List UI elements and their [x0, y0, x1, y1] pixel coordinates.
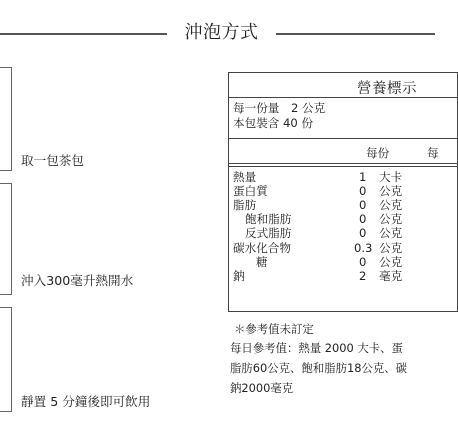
nutrition-divider [229, 138, 457, 139]
footnote-line-3: 脂肪60公克、飽和脂肪18公克、碳 [230, 361, 408, 375]
nutrition-divider [229, 163, 457, 164]
title-rule-left [0, 33, 167, 35]
step-3-image-frame [0, 307, 12, 412]
nutrition-row [229, 212, 457, 226]
nutrient-value: 0 [359, 184, 367, 199]
nutrient-name: 碳水化合物 [233, 240, 291, 255]
footnote-line-2: 每日參考值：熱量 2000 大卡、蛋 [230, 341, 403, 355]
nutrient-unit: 公克 [379, 254, 403, 269]
nutrient-unit: 公克 [379, 198, 403, 213]
nutrition-table [228, 72, 458, 312]
nutrient-name: 飽和脂肪 [245, 212, 292, 227]
nutrient-name: 蛋白質 [233, 184, 268, 199]
nutrient-name: 脂肪 [233, 198, 257, 213]
nutrition-row [229, 170, 457, 184]
nutrient-unit: 公克 [379, 240, 403, 255]
step-1-label: 取一包茶包 [21, 153, 84, 168]
nutrient-value: 1 [359, 170, 367, 184]
step-2-image-frame [0, 183, 12, 295]
footnote-line-4: 鈉2000毫克 [230, 381, 294, 395]
nutrient-value: 0 [359, 226, 367, 241]
serving-size: 每一份量 2 公克 [233, 101, 326, 115]
column-header-per-100g: 每 [427, 146, 439, 160]
nutrient-unit: 大卡 [379, 170, 403, 184]
nutrition-row [229, 184, 457, 198]
nutrition-divider [229, 166, 457, 167]
nutrition-title: 營養標示 [357, 81, 417, 97]
nutrient-unit: 公克 [379, 212, 403, 227]
page-title: 沖泡方式 [184, 22, 259, 43]
footnote-line-1: ＊參考值未訂定 [234, 322, 314, 336]
nutrient-unit: 公克 [379, 184, 403, 199]
nutrient-name: 熱量 [233, 170, 257, 184]
nutrient-value: 0 [359, 254, 367, 269]
nutrient-unit: 毫克 [379, 268, 403, 283]
nutrient-value: 0.3 [354, 240, 373, 255]
nutrient-unit: 公克 [379, 226, 403, 241]
nutrition-row [229, 269, 457, 283]
step-1-image-frame [0, 67, 12, 171]
step-2-label: 沖入300毫升熱開水 [21, 273, 134, 288]
nutrition-row [229, 226, 457, 240]
column-header-per-serving: 每份 [366, 146, 390, 160]
nutrient-value: 0 [359, 212, 367, 227]
nutrient-name: 糖 [256, 254, 268, 269]
title-rule-right [276, 33, 435, 35]
servings-per-pack: 本包裝含 40 份 [233, 116, 314, 130]
nutrition-row [229, 241, 457, 255]
nutrition-row [229, 255, 457, 269]
nutrient-value: 0 [359, 198, 367, 213]
nutrient-name: 反式脂肪 [245, 226, 292, 241]
nutrition-row [229, 198, 457, 212]
nutrient-name: 鈉 [233, 268, 245, 283]
nutrient-value: 2 [359, 268, 367, 283]
nutrition-divider [229, 97, 457, 98]
step-3-label: 靜置 5 分鐘後即可飲用 [21, 394, 151, 409]
